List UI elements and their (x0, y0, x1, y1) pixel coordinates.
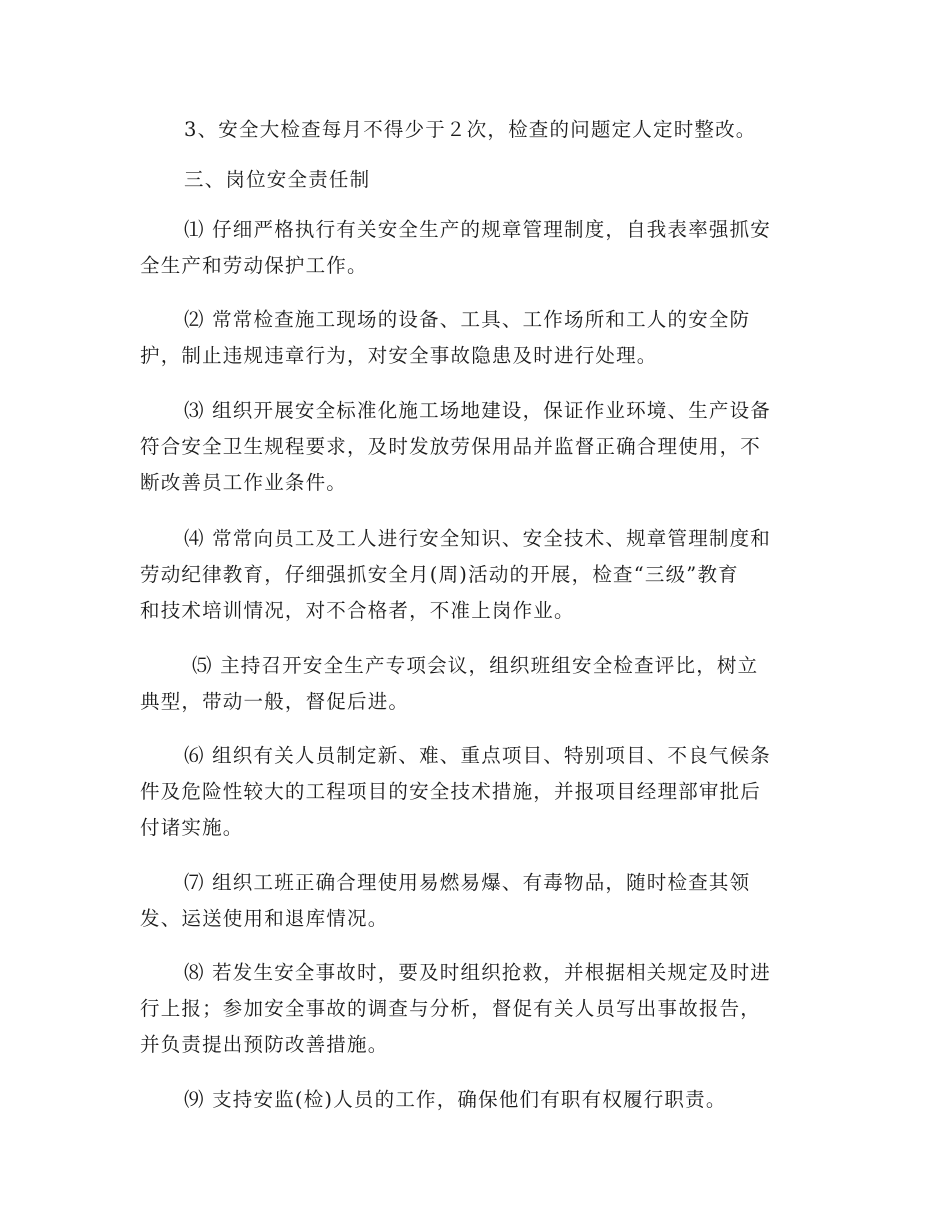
paragraph-inspection-frequency (140, 112, 812, 148)
paragraph-item-3 (140, 393, 812, 501)
text-line: ⑺ 组织工班正确合理使用易燃易爆、有毒物品，随时检查其领 (184, 871, 751, 894)
text-line: ⑷ 常常向员工及工人进行安全知识、安全技术、规章管理制度和 (184, 527, 771, 550)
text-line: 件及危险性较大的工程项目的安全技术措施，并报项目经理部审批后 (140, 780, 762, 803)
paragraph-item-9 (140, 1082, 812, 1118)
text-line: 发、运送使用和退库情况。 (140, 907, 389, 930)
text-line: 全生产和劳动保护工作。 (140, 254, 368, 277)
text-line: 3、安全大检查每月不得少于２次，检查的问题定人定时整改。 (184, 118, 757, 141)
text-line: ⑹ 组织有关人员制定新、难、重点项目、特别项目、不良气候条 (184, 744, 771, 767)
text-line: ⑵ 常常检查施工现场的设备、工具、工作场所和工人的安全防 (184, 308, 751, 331)
text-line: ⑸ 主持召开安全生产专项会议，组织班组安全检查评比，树立 (192, 654, 759, 677)
paragraph-item-2 (140, 302, 812, 374)
paragraph-item-6 (140, 738, 812, 846)
paragraph-item-4 (140, 521, 812, 629)
paragraph-item-1 (140, 212, 812, 284)
paragraph-item-8 (140, 955, 812, 1063)
text-line: 断改善员工作业条件。 (140, 471, 348, 494)
text-line: 和技术培训情况，对不合格者，不准上岗作业。 (140, 599, 575, 622)
text-line: 付诸实施。 (140, 816, 244, 839)
text-line: ⑴ 仔细严格执行有关安全生产的规章管理制度，自我表率强抓安 (184, 218, 771, 241)
section-heading-post-safety-responsibility (140, 162, 812, 198)
text-line: ⑶ 组织开展安全标准化施工场地建设，保证作业环境、生产设备 (184, 399, 771, 422)
text-line: 劳动纪律教育，仔细强抓安全月(周)活动的开展，检查“三级”教育 (140, 563, 739, 586)
text-line: 典型，带动一般，督促后进。 (140, 690, 410, 713)
paragraph-item-7 (140, 865, 812, 937)
text-line: 符合安全卫生规程要求，及时发放劳保用品并监督正确合理使用，不 (140, 435, 762, 458)
text-line: 并负责提出预防改善措施。 (140, 1033, 389, 1056)
paragraph-item-5 (140, 648, 812, 720)
section-heading: 三、岗位安全责任制 (184, 168, 371, 191)
text-line: 护，制止违规违章行为，对安全事故隐患及时进行处理。 (140, 344, 658, 367)
text-line: ⑻ 若发生安全事故时，要及时组织抢救，并根据相关规定及时进 (184, 961, 771, 984)
text-line: ⑼ 支持安监(检)人员的工作，确保他们有职有权履行职责。 (184, 1088, 727, 1111)
text-line: 行上报；参加安全事故的调查与分析，督促有关人员写出事故报告， (140, 997, 762, 1020)
